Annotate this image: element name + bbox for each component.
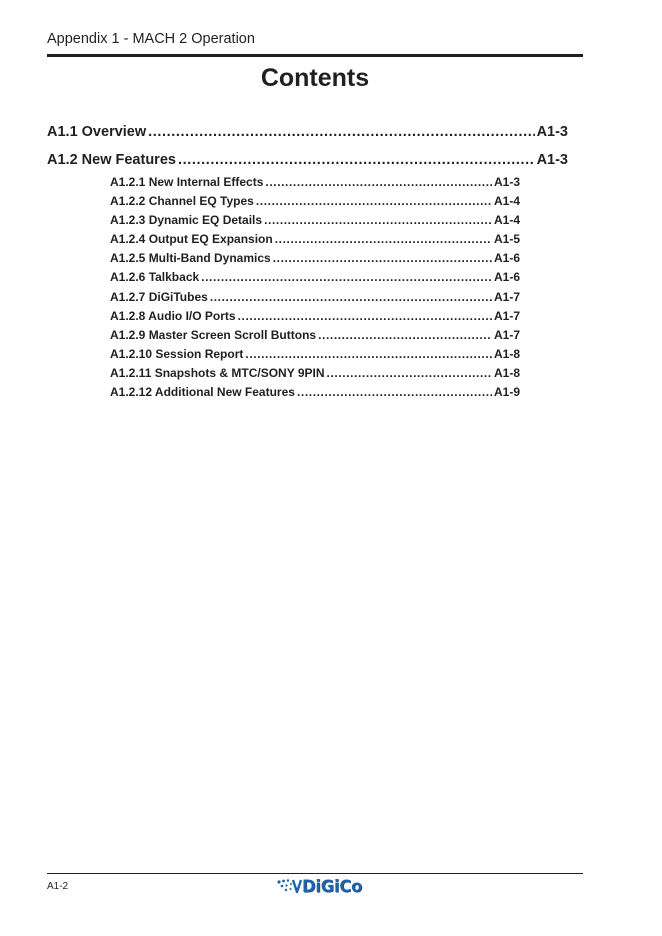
toc-entry-label: A1.2.2 Channel EQ Types xyxy=(110,194,254,208)
toc-leader-dots xyxy=(263,175,492,189)
toc-entry-digitubes[interactable] xyxy=(110,290,520,304)
toc-entry-page: A1-6 xyxy=(493,270,520,284)
digico-logo-mark-icon xyxy=(276,876,302,896)
header-rule xyxy=(47,54,583,57)
toc-entry-page: A1-9 xyxy=(493,385,520,399)
toc-leader-dots xyxy=(325,366,492,380)
toc-entry-label: A1.2.7 DiGiTubes xyxy=(110,290,208,304)
toc-entry-talkback[interactable] xyxy=(110,270,520,284)
toc-entry-snapshots-mtc-sony[interactable] xyxy=(110,366,520,380)
toc-entry-audio-io-ports[interactable] xyxy=(110,309,520,323)
toc-entry-output-eq-expansion[interactable] xyxy=(110,232,520,246)
toc-entry-page: A1-3 xyxy=(536,124,568,140)
toc-entry-page: A1-4 xyxy=(493,194,520,208)
toc-entry-new-internal-effects[interactable] xyxy=(110,175,520,189)
toc-entry-label: A1.2.12 Additional New Features xyxy=(110,385,295,399)
toc-entry-page: A1-7 xyxy=(493,309,520,323)
toc-entry-label: A1.2.1 New Internal Effects xyxy=(110,175,264,189)
toc-entry-page: A1-3 xyxy=(493,175,520,189)
toc-entry-label: A1.2.6 Talkback xyxy=(110,270,200,284)
toc-entry-label: A1.2 New Features xyxy=(47,152,176,168)
toc-leader-dots xyxy=(254,194,492,208)
toc-entry-new-features[interactable] xyxy=(47,152,568,168)
toc-entry-page: A1-5 xyxy=(493,232,520,246)
toc-entry-multi-band-dynamics[interactable] xyxy=(110,251,520,265)
toc-leader-dots xyxy=(208,290,492,304)
toc-leader-dots xyxy=(199,270,492,284)
toc-entry-label: A1.2.4 Output EQ Expansion xyxy=(110,232,273,246)
toc-entry-page: A1-8 xyxy=(493,366,520,380)
toc-entry-label: A1.2.8 Audio I/O Ports xyxy=(110,309,236,323)
toc-leader-dots xyxy=(273,232,492,246)
footer-page-number: A1-2 xyxy=(47,881,69,892)
digico-logo-text: DiGiCo xyxy=(302,876,363,896)
toc-leader-dots xyxy=(262,213,492,227)
toc-leader-dots xyxy=(295,385,492,399)
toc-entry-label: A1.2.9 Master Screen Scroll Buttons xyxy=(110,328,317,342)
toc-entry-overview[interactable] xyxy=(47,124,568,140)
toc-entry-label: A1.2.5 Multi-Band Dynamics xyxy=(110,251,271,265)
toc-leader-dots xyxy=(236,309,492,323)
toc-entry-page: A1-3 xyxy=(536,152,568,168)
toc-leader-dots xyxy=(243,347,492,361)
digico-logo xyxy=(276,874,362,898)
page-title: Contents xyxy=(260,64,370,92)
toc-entry-label: A1.2.10 Session Report xyxy=(110,347,244,361)
toc-entry-page: A1-7 xyxy=(493,328,520,342)
toc-leader-dots xyxy=(146,124,534,140)
page-header-title: Appendix 1 - MACH 2 Operation xyxy=(47,31,255,47)
toc-entry-label: A1.1 Overview xyxy=(47,124,147,140)
toc-leader-dots xyxy=(316,328,492,342)
toc-entry-additional-new-features[interactable] xyxy=(110,385,520,399)
toc-entry-dynamic-eq-details[interactable] xyxy=(110,213,520,227)
toc-entry-session-report[interactable] xyxy=(110,347,520,361)
toc-entry-page: A1-6 xyxy=(493,251,520,265)
toc-entry-channel-eq-types[interactable] xyxy=(110,194,520,208)
toc-entry-label: A1.2.11 Snapshots & MTC/SONY 9PIN xyxy=(110,366,325,380)
toc-entry-page: A1-8 xyxy=(493,347,520,361)
toc-entry-page: A1-4 xyxy=(493,213,520,227)
toc-entry-master-screen-scroll-buttons[interactable] xyxy=(110,328,520,342)
toc-entry-label: A1.2.3 Dynamic EQ Details xyxy=(110,213,263,227)
toc-leader-dots xyxy=(271,251,492,265)
toc-leader-dots xyxy=(176,152,535,168)
toc-entry-page: A1-7 xyxy=(493,290,520,304)
